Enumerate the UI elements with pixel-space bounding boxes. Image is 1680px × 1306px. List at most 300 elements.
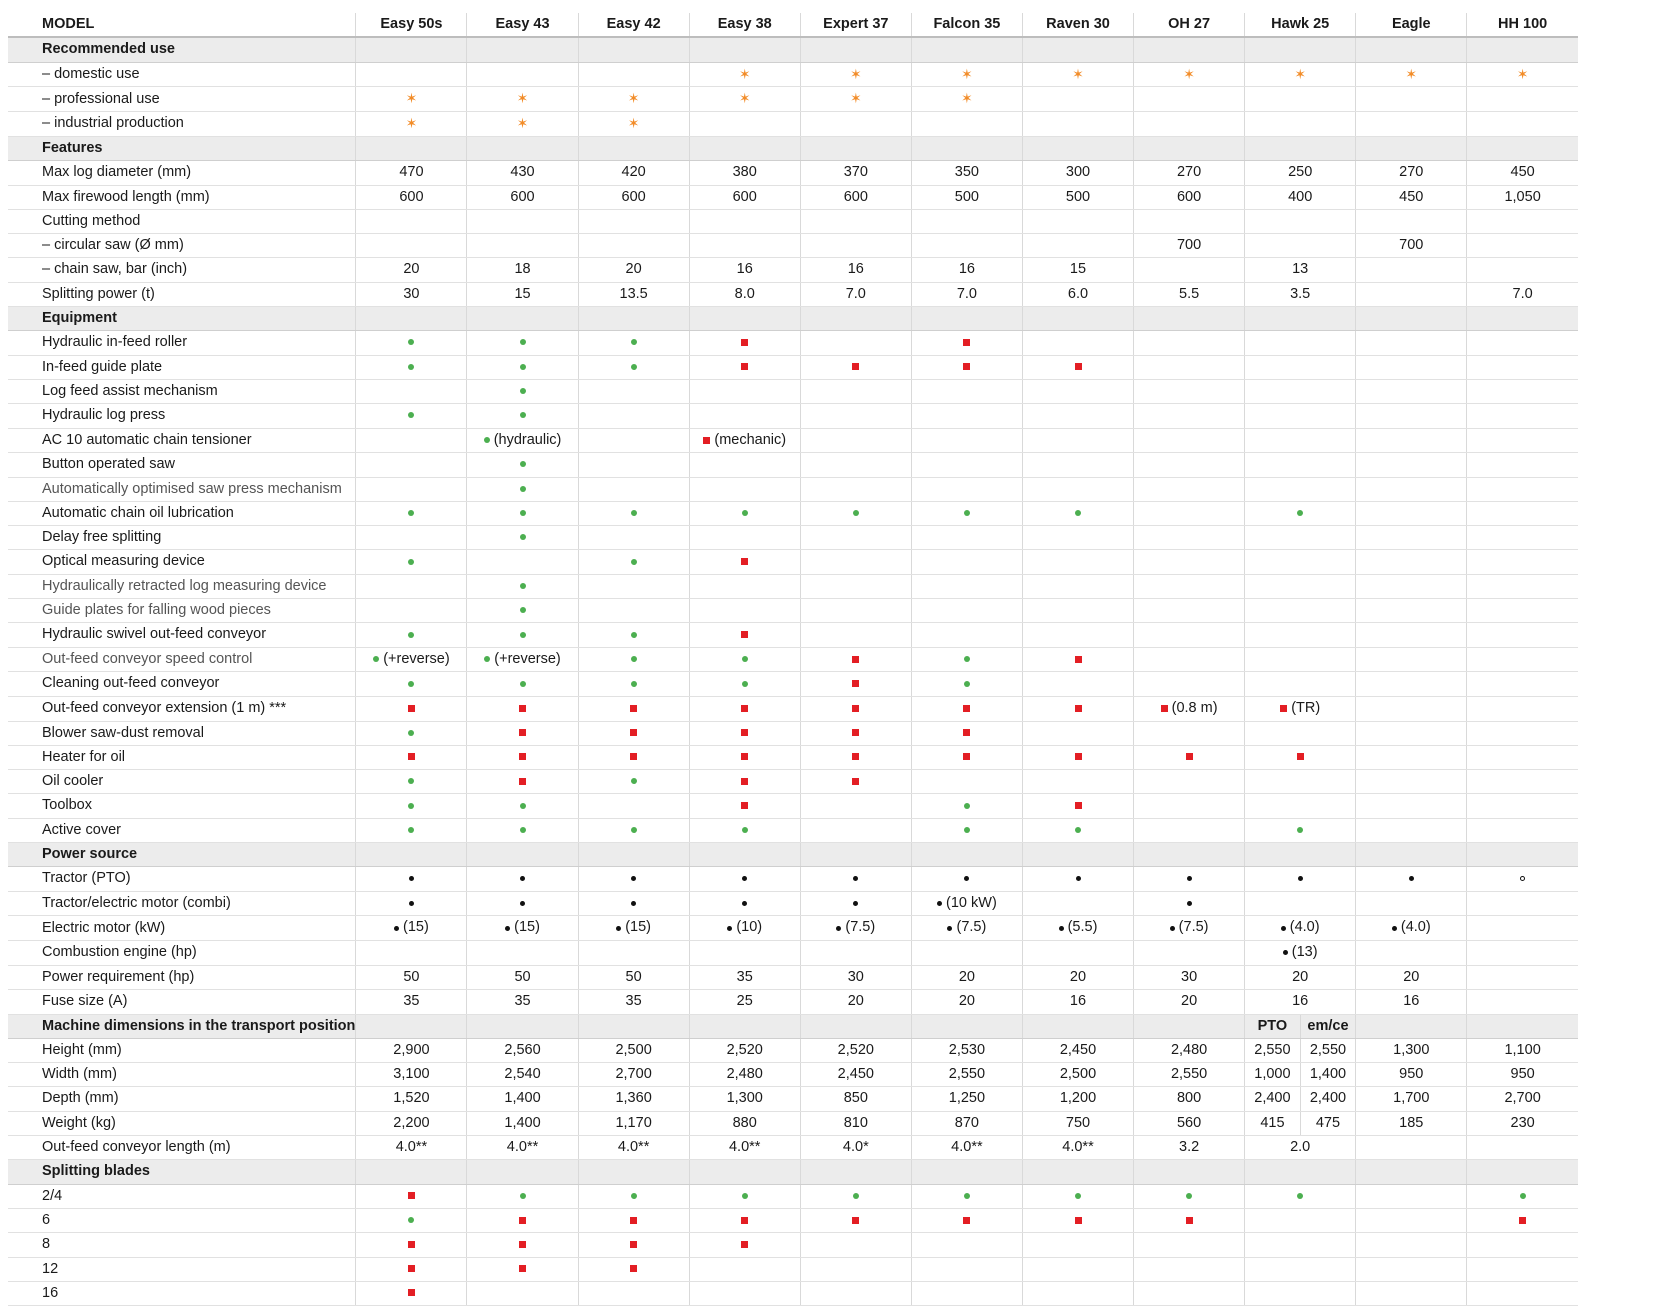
- row-label: 12: [8, 1257, 356, 1281]
- optional-red-square-icon: [963, 753, 970, 760]
- spec-cell: [1467, 916, 1578, 941]
- standard-green-dot-icon: [853, 510, 859, 516]
- spec-row: [8, 574, 1578, 598]
- row-label: 2/4: [8, 1184, 356, 1208]
- row-label: Delay free splitting: [8, 526, 356, 550]
- spec-cell: [1356, 331, 1467, 355]
- section-cell: [1356, 1160, 1467, 1184]
- section-cell: [1022, 1014, 1133, 1038]
- spec-cell: [356, 1208, 467, 1232]
- standard-green-dot-icon: [631, 656, 637, 662]
- spec-cell: [467, 745, 578, 769]
- spec-cell: [800, 1281, 911, 1305]
- spec-cell: [800, 355, 911, 379]
- section-cell: [1356, 307, 1467, 331]
- spec-cell: [1467, 234, 1578, 258]
- spec-cell: 600: [689, 185, 800, 209]
- row-label: 8: [8, 1233, 356, 1257]
- spec-cell: [578, 818, 689, 842]
- section-cell: [1134, 843, 1245, 867]
- optional-red-square-icon: [852, 1217, 859, 1224]
- spec-cell: [1134, 404, 1245, 428]
- spec-cell: 35: [356, 990, 467, 1014]
- spec-cell: [1022, 794, 1133, 818]
- spec-cell: [911, 770, 1022, 794]
- spec-cell: [911, 526, 1022, 550]
- recommended-star-icon: ✶: [516, 115, 529, 132]
- spec-cell: [1022, 87, 1133, 112]
- spec-cell: [578, 526, 689, 550]
- section-cell: [800, 307, 911, 331]
- spec-cell: [1467, 404, 1578, 428]
- section-cell: [1245, 307, 1356, 331]
- spec-cell: 20: [1356, 965, 1467, 989]
- spec-cell: [1467, 550, 1578, 574]
- standard-green-dot-icon: [520, 486, 526, 492]
- spec-cell: [1134, 379, 1245, 403]
- spec-cell: [911, 867, 1022, 891]
- model-column-header: Easy 50s: [356, 13, 467, 37]
- emce-value: 1,400: [1300, 1063, 1356, 1086]
- spec-cell: [1245, 647, 1356, 672]
- spec-row: [8, 258, 1578, 282]
- spec-cell: 1,360: [578, 1087, 689, 1111]
- spec-cell: [1022, 1257, 1133, 1281]
- spec-cell: [467, 721, 578, 745]
- spec-cell: [911, 1184, 1022, 1208]
- spec-cell: [356, 647, 467, 672]
- spec-cell: [689, 526, 800, 550]
- spec-cell: [1022, 941, 1133, 966]
- spec-cell: [356, 331, 467, 355]
- section-cell: [1467, 136, 1578, 160]
- optional-red-square-icon: [852, 753, 859, 760]
- spec-cell: [1356, 721, 1467, 745]
- cell-note: (15): [625, 919, 652, 936]
- standard-green-dot-icon: [408, 778, 414, 784]
- spec-cell: [1467, 379, 1578, 403]
- optional-red-square-icon: [519, 1265, 526, 1272]
- spec-cell: [1467, 990, 1578, 1014]
- row-label: Active cover: [8, 818, 356, 842]
- section-cell: [356, 843, 467, 867]
- spec-cell: [800, 941, 911, 966]
- spec-cell: [1134, 258, 1245, 282]
- spec-row: [8, 526, 1578, 550]
- spec-cell: [1467, 647, 1578, 672]
- spec-cell: 2,520: [689, 1038, 800, 1062]
- spec-cell: [356, 112, 467, 137]
- section-cell: [356, 37, 467, 62]
- spec-cell: [578, 62, 689, 87]
- row-label: Electric motor (kW): [8, 916, 356, 941]
- spec-cell: [689, 745, 800, 769]
- standard-green-dot-icon: [1075, 510, 1081, 516]
- spec-cell: [1467, 818, 1578, 842]
- spec-cell: [356, 672, 467, 696]
- spec-cell: [689, 1233, 800, 1257]
- spec-cell: [689, 770, 800, 794]
- row-label: Out-feed conveyor length (m): [8, 1136, 356, 1160]
- spec-cell: 600: [578, 185, 689, 209]
- section-title: Recommended use: [8, 37, 356, 62]
- standard-green-dot-icon: [742, 656, 748, 662]
- spec-cell: [1022, 355, 1133, 379]
- spec-cell: [689, 794, 800, 818]
- spec-cell: [1022, 867, 1133, 891]
- spec-cell: [1134, 1184, 1245, 1208]
- spec-cell: [356, 574, 467, 598]
- spec-row: [8, 647, 1578, 672]
- row-label: Log feed assist mechanism: [8, 379, 356, 403]
- spec-cell: [578, 574, 689, 598]
- spec-cell: [356, 916, 467, 941]
- spec-cell: [1356, 1281, 1467, 1305]
- spec-cell: [1022, 696, 1133, 721]
- section-cell: [911, 1160, 1022, 1184]
- section-cell: [1467, 307, 1578, 331]
- spec-cell: [1134, 477, 1245, 501]
- row-label: Automatically optimised saw press mechanism: [8, 477, 356, 501]
- spec-cell: [467, 941, 578, 966]
- spec-cell: [1356, 282, 1467, 306]
- spec-table: [8, 13, 1578, 1306]
- spec-cell: [1356, 941, 1467, 966]
- spec-cell: [356, 550, 467, 574]
- spec-cell: [1356, 112, 1467, 137]
- spec-cell: 30: [1134, 965, 1245, 989]
- spec-cell: [1022, 526, 1133, 550]
- optional-red-square-icon: [741, 753, 748, 760]
- spec-cell: [1022, 672, 1133, 696]
- spec-cell: 4.0**: [356, 1136, 467, 1160]
- spec-cell: [689, 209, 800, 233]
- optional-red-square-icon: [1280, 705, 1287, 712]
- row-label: – chain saw, bar (inch): [8, 258, 356, 282]
- spec-cell: [1356, 87, 1467, 112]
- section-title: Machine dimensions in the transport position: [8, 1014, 356, 1038]
- section-cell: [467, 1014, 578, 1038]
- spec-cell: [1245, 1184, 1356, 1208]
- spec-cell: [800, 696, 911, 721]
- section-cell: [689, 307, 800, 331]
- spec-cell: [356, 794, 467, 818]
- spec-cell: 600: [1134, 185, 1245, 209]
- spec-cell: [356, 867, 467, 891]
- optional-red-square-icon: [630, 1241, 637, 1248]
- spec-row: [8, 916, 1578, 941]
- spec-cell: [689, 428, 800, 453]
- spec-cell: 7.0: [911, 282, 1022, 306]
- recommended-star-icon: ✶: [1072, 65, 1084, 82]
- standard-green-dot-icon: [742, 827, 748, 833]
- spec-cell: [1467, 526, 1578, 550]
- spec-row: [8, 282, 1578, 306]
- section-cell: [356, 307, 467, 331]
- spec-cell: 370: [800, 161, 911, 185]
- spec-cell: [1134, 745, 1245, 769]
- model-column-header: OH 27: [1134, 13, 1245, 37]
- spec-cell: [467, 331, 578, 355]
- spec-cell: 50: [578, 965, 689, 989]
- section-cell: [1467, 843, 1578, 867]
- spec-row: [8, 1136, 1578, 1160]
- section-cell: [1356, 1014, 1467, 1038]
- spec-cell: [1467, 453, 1578, 477]
- table-body: [8, 37, 1578, 1305]
- spec-row: [8, 794, 1578, 818]
- black-dot-icon: [520, 876, 525, 881]
- spec-cell: [1356, 794, 1467, 818]
- spec-cell: [1467, 599, 1578, 623]
- standard-green-dot-icon: [853, 1193, 859, 1199]
- standard-green-dot-icon: [408, 1217, 414, 1223]
- spec-cell: [1356, 477, 1467, 501]
- spec-row: [8, 745, 1578, 769]
- spec-cell: [356, 404, 467, 428]
- section-cell: [578, 1160, 689, 1184]
- spec-cell: 800: [1134, 1087, 1245, 1111]
- optional-red-square-icon: [741, 1217, 748, 1224]
- spec-cell: [800, 721, 911, 745]
- spec-cell: 16: [1022, 990, 1133, 1014]
- spec-cell: [578, 916, 689, 941]
- black-dot-icon: [1059, 926, 1064, 931]
- spec-cell: [1356, 818, 1467, 842]
- spec-cell: [1022, 770, 1133, 794]
- spec-cell: [356, 623, 467, 647]
- spec-cell: [467, 794, 578, 818]
- section-cell: [356, 1160, 467, 1184]
- spec-cell: [1245, 404, 1356, 428]
- spec-cell: 25: [689, 990, 800, 1014]
- section-row: [8, 1160, 1578, 1184]
- black-dot-icon: [937, 901, 942, 906]
- spec-cell: 500: [1022, 185, 1133, 209]
- spec-cell: [800, 477, 911, 501]
- model-column-header: Easy 38: [689, 13, 800, 37]
- spec-cell: [689, 1184, 800, 1208]
- optional-red-square-icon: [519, 1241, 526, 1248]
- spec-cell: [1134, 331, 1245, 355]
- spec-cell: [689, 404, 800, 428]
- section-cell: [1356, 136, 1467, 160]
- spec-cell: 20: [911, 965, 1022, 989]
- black-dot-icon: [631, 876, 636, 881]
- spec-cell: 2,520: [800, 1038, 911, 1062]
- optional-red-square-icon: [408, 1241, 415, 1248]
- optional-red-square-icon: [852, 680, 859, 687]
- spec-cell: [1245, 1257, 1356, 1281]
- spec-cell: [911, 1233, 1022, 1257]
- spec-cell: [1356, 62, 1467, 87]
- standard-green-dot-icon: [520, 583, 526, 589]
- spec-cell: [467, 867, 578, 891]
- row-label: 6: [8, 1208, 356, 1232]
- spec-cell: [578, 770, 689, 794]
- spec-cell: [578, 721, 689, 745]
- cell-note: (TR): [1291, 699, 1321, 716]
- spec-cell: [689, 331, 800, 355]
- spec-cell: [578, 941, 689, 966]
- spec-cell: [1022, 112, 1133, 137]
- section-title: Splitting blades: [8, 1160, 356, 1184]
- spec-cell: [467, 526, 578, 550]
- spec-cell: 880: [689, 1111, 800, 1135]
- standard-green-dot-icon: [631, 510, 637, 516]
- spec-cell: [1134, 209, 1245, 233]
- spec-cell: [1134, 672, 1245, 696]
- row-label: Max log diameter (mm): [8, 161, 356, 185]
- section-cell: [689, 1014, 800, 1038]
- spec-cell: 1,200: [1022, 1087, 1133, 1111]
- spec-cell: [1245, 745, 1356, 769]
- spec-cell: 380: [689, 161, 800, 185]
- recommended-star-icon: ✶: [1183, 65, 1195, 82]
- spec-row: [8, 1208, 1578, 1232]
- spec-cell: [578, 1208, 689, 1232]
- row-label: Weight (kg): [8, 1111, 356, 1135]
- optional-red-square-icon: [519, 705, 526, 712]
- spec-cell: [1467, 574, 1578, 598]
- spec-cell: [689, 818, 800, 842]
- spec-cell: 35: [467, 990, 578, 1014]
- spec-cell: 5.5: [1134, 282, 1245, 306]
- standard-green-dot-icon: [520, 827, 526, 833]
- spec-cell: 2,700: [1467, 1087, 1578, 1111]
- spec-row: [8, 941, 1578, 966]
- standard-green-dot-icon: [631, 632, 637, 638]
- spec-cell: 870: [911, 1111, 1022, 1135]
- spec-cell: [356, 87, 467, 112]
- section-cell: [1022, 136, 1133, 160]
- optional-red-square-icon: [1075, 363, 1082, 370]
- spec-cell: [578, 501, 689, 525]
- section-cell: [356, 1014, 467, 1038]
- spec-cell: [1245, 526, 1356, 550]
- spec-cell: 470: [356, 161, 467, 185]
- spec-cell: [356, 453, 467, 477]
- spec-cell: [1022, 574, 1133, 598]
- spec-cell: 2,200: [356, 1111, 467, 1135]
- spec-cell: [800, 428, 911, 453]
- spec-cell: 1,250: [911, 1087, 1022, 1111]
- spec-cell: [1245, 1063, 1356, 1087]
- section-cell: [689, 136, 800, 160]
- spec-cell: [356, 209, 467, 233]
- header-row: [8, 13, 1578, 37]
- standard-green-dot-icon: [742, 510, 748, 516]
- spec-cell: [467, 647, 578, 672]
- spec-cell: 1,170: [578, 1111, 689, 1135]
- standard-green-dot-icon: [520, 1193, 526, 1199]
- spec-cell: [689, 623, 800, 647]
- optional-red-square-icon: [963, 339, 970, 346]
- spec-cell: [1134, 550, 1245, 574]
- spec-cell: [1356, 355, 1467, 379]
- spec-row: [8, 965, 1578, 989]
- spec-cell: [1356, 209, 1467, 233]
- section-cell: [1134, 1014, 1245, 1038]
- recommended-star-icon: ✶: [627, 90, 640, 107]
- row-label: – circular saw (Ø mm): [8, 234, 356, 258]
- optional-red-square-icon: [852, 778, 859, 785]
- black-dot-icon: [616, 926, 621, 931]
- spec-cell: [911, 1281, 1022, 1305]
- spec-cell: 250: [1245, 161, 1356, 185]
- spec-cell: [1245, 379, 1356, 403]
- spec-cell: [1245, 1233, 1356, 1257]
- spec-cell: 16: [1245, 990, 1356, 1014]
- spec-cell: [1245, 1087, 1356, 1111]
- section-row: [8, 307, 1578, 331]
- spec-cell: [1022, 477, 1133, 501]
- black-dot-icon: [947, 926, 952, 931]
- spec-cell: [1356, 647, 1467, 672]
- spec-cell: [1356, 501, 1467, 525]
- spec-cell: 30: [800, 965, 911, 989]
- section-cell: [578, 1014, 689, 1038]
- standard-green-dot-icon: [520, 461, 526, 467]
- spec-row: [8, 87, 1578, 112]
- spec-cell: 20: [1134, 990, 1245, 1014]
- section-cell: [578, 136, 689, 160]
- spec-cell: [911, 453, 1022, 477]
- spec-cell: 1,400: [467, 1087, 578, 1111]
- spec-cell: [1134, 501, 1245, 525]
- black-dot-icon: [742, 876, 747, 881]
- section-cell: [1134, 37, 1245, 62]
- spec-cell: [689, 550, 800, 574]
- section-cell: [800, 1160, 911, 1184]
- standard-green-dot-icon: [631, 778, 637, 784]
- cell-note: (4.0): [1289, 919, 1320, 936]
- spec-cell: [1467, 1208, 1578, 1232]
- cell-note: (7.5): [1178, 919, 1209, 936]
- spec-cell: [1022, 209, 1133, 233]
- spec-row: [8, 599, 1578, 623]
- spec-cell: [578, 1257, 689, 1281]
- spec-cell: 1,100: [1467, 1038, 1578, 1062]
- spec-cell: [1134, 428, 1245, 453]
- spec-cell: [689, 112, 800, 137]
- spec-cell: 4.0**: [911, 1136, 1022, 1160]
- standard-green-dot-icon: [631, 339, 637, 345]
- spec-cell: [356, 891, 467, 916]
- cell-note: (5.5): [1067, 919, 1098, 936]
- cell-note: (7.5): [845, 919, 876, 936]
- section-cell: [911, 307, 1022, 331]
- spec-cell: [1134, 623, 1245, 647]
- spec-cell: [1022, 721, 1133, 745]
- spec-cell: [1245, 672, 1356, 696]
- spec-cell: [1467, 941, 1578, 966]
- spec-cell: [800, 672, 911, 696]
- recommended-star-icon: ✶: [1405, 65, 1418, 82]
- standard-green-dot-icon: [520, 388, 526, 394]
- spec-cell: [689, 379, 800, 403]
- spec-cell: 2,550: [911, 1063, 1022, 1087]
- spec-cell: 2,540: [467, 1063, 578, 1087]
- row-label: Height (mm): [8, 1038, 356, 1062]
- model-column-header: Easy 43: [467, 13, 578, 37]
- spec-cell: [356, 379, 467, 403]
- section-cell: [578, 37, 689, 62]
- spec-row: [8, 721, 1578, 745]
- spec-cell: [911, 794, 1022, 818]
- spec-cell: [1022, 745, 1133, 769]
- spec-cell: [1467, 112, 1578, 137]
